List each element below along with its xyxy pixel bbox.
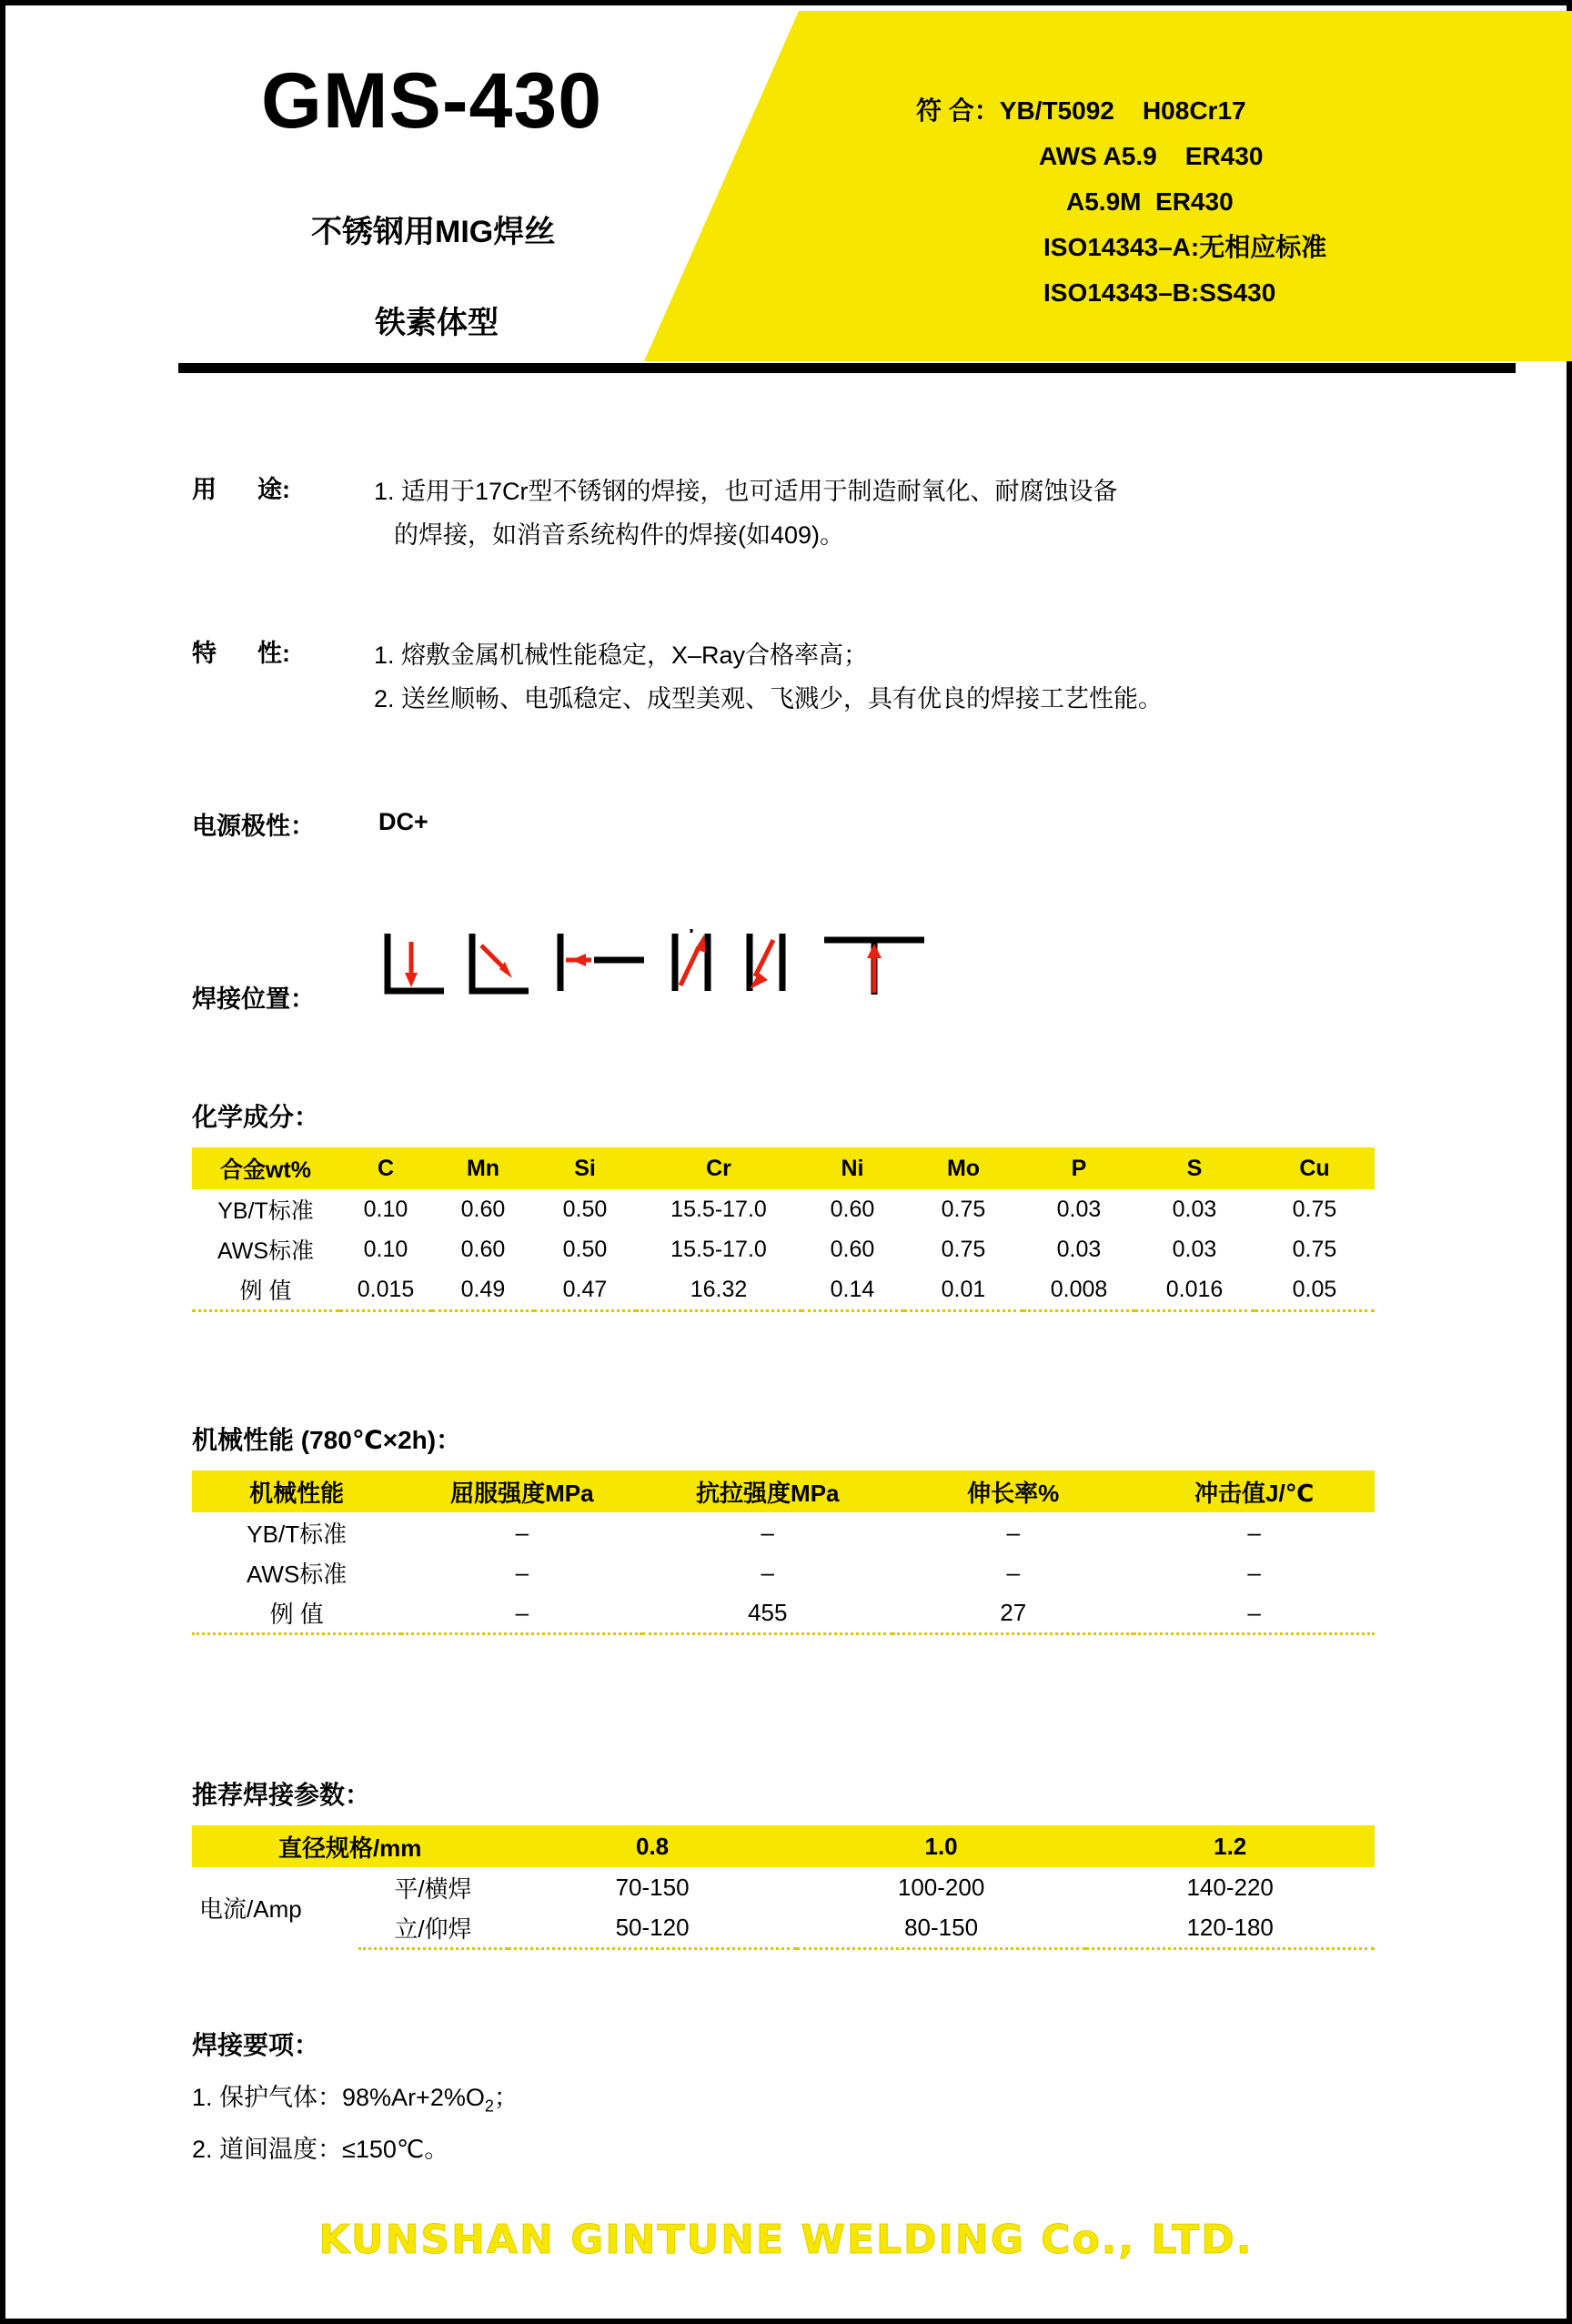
table-row [192, 1269, 1375, 1311]
position-icon-flat [388, 934, 444, 991]
note-line [192, 2076, 519, 2127]
current-group-label: 电流/Amp [199, 1895, 302, 1924]
row-label: AWS标准 [247, 1560, 348, 1588]
cell: 0.01 [903, 1269, 1023, 1311]
cell: – [1247, 1518, 1261, 1546]
row-label: AWS标准 [217, 1238, 315, 1264]
cell: 0.10 [363, 1236, 408, 1262]
cell: 140-220 [1186, 1873, 1274, 1901]
position-icon-overhead [824, 940, 924, 995]
col-header: Ni [801, 1147, 903, 1189]
cell: 70-150 [615, 1873, 690, 1901]
mechanical-table [192, 1470, 1375, 1635]
position-icon-vertical-down [750, 934, 782, 991]
cell: 0.60 [830, 1236, 875, 1262]
row-label: 立/仰焊 [358, 1907, 509, 1949]
col-header: Mo [903, 1147, 1023, 1189]
standards-block [902, 88, 1539, 316]
table-row [192, 1552, 1375, 1592]
cell: 0.03 [1056, 1196, 1102, 1222]
cell: 0.50 [562, 1196, 608, 1222]
cell: 0.75 [941, 1196, 986, 1222]
company-footer: KUNSHAN GINTUNE WELDING Co., LTD. [318, 2217, 1254, 2263]
cell: 0.03 [1172, 1236, 1217, 1262]
table-row [192, 1189, 1375, 1229]
col-header: 机械性能 [192, 1470, 401, 1512]
col-header: C [339, 1147, 432, 1189]
welding-position-label: 焊接位置： [192, 985, 315, 1013]
usage-line: 的焊接，如消音系统构件的焊接(如409)。 [394, 521, 845, 549]
standard-line: A5.9M ER430 [1066, 187, 1234, 216]
position-icon-vertical-up [675, 929, 708, 991]
cell: – [761, 1558, 775, 1586]
notes-title: 焊接要项： [192, 2031, 320, 2059]
standard-line: ISO14343–A:无相应标准 [1043, 233, 1327, 261]
position-icon-horizontal-vertical [472, 934, 529, 991]
note-text-b: ； [493, 2084, 519, 2111]
cell: 0.008 [1023, 1269, 1134, 1311]
col-header: 直径规格/mm [192, 1825, 508, 1867]
col-header: 抗拉强度MPa [642, 1470, 892, 1512]
cell: 0.03 [1056, 1236, 1102, 1262]
cell: 455 [642, 1592, 892, 1634]
polarity-value: DC+ [378, 808, 428, 835]
cell: 16.32 [636, 1269, 801, 1311]
row-label: 例 值 [192, 1592, 401, 1634]
feature-line: 2. 送丝顺畅、电弧稳定、成型美观、飞溅少，具有优良的焊接工艺性能。 [374, 685, 1164, 712]
table-row [192, 1229, 1375, 1269]
note-subscript: 2 [484, 2097, 494, 2116]
cell: – [515, 1558, 529, 1586]
header-divider [178, 363, 1516, 373]
cell: – [1247, 1558, 1261, 1586]
col-header: S [1134, 1147, 1255, 1189]
standard-line: ISO14343–B:SS430 [1043, 278, 1276, 307]
cell: 0.05 [1255, 1269, 1375, 1311]
cell: 50-120 [508, 1907, 796, 1949]
table-row [192, 1592, 1375, 1634]
cell: 0.60 [460, 1236, 506, 1262]
col-header: 冲击值J/℃ [1134, 1470, 1375, 1512]
usage-line: 1. 适用于17Cr型不锈钢的焊接，也可适用于制造耐氧化、耐腐蚀设备 [374, 478, 1118, 505]
cell: – [1006, 1558, 1020, 1586]
cell: – [401, 1592, 642, 1634]
chemical-title: 化学成分： [192, 1103, 320, 1131]
cell: 15.5-17.0 [670, 1236, 767, 1262]
cell: 15.5-17.0 [670, 1196, 767, 1222]
position-icons-svg [378, 929, 961, 1029]
welding-position-icons [378, 929, 961, 1029]
header [11, 11, 1572, 361]
col-header: 屈服强度MPa [401, 1470, 642, 1512]
table-row [192, 1907, 1375, 1949]
cell: – [515, 1518, 529, 1546]
cell: 0.50 [562, 1236, 608, 1262]
table-row [192, 1512, 1375, 1552]
features-text [374, 633, 1520, 721]
col-header: 1.2 [1085, 1825, 1375, 1867]
page-title: GMS-430 [261, 57, 603, 145]
note-line: 2. 道间温度：≤150℃。 [192, 2136, 449, 2164]
position-icon-horizontal [560, 934, 644, 991]
cell: 0.75 [1292, 1236, 1337, 1262]
cell: 0.47 [534, 1269, 636, 1311]
table-row [192, 1867, 1375, 1907]
parameters-table [192, 1825, 1375, 1950]
cell: 0.14 [801, 1269, 903, 1311]
note-text-a: 1. 保护气体：98%Ar+2%O [192, 2084, 485, 2111]
usage-label: 用 途: [192, 476, 290, 503]
parameters-title: 推荐焊接参数： [192, 1781, 371, 1809]
cell: 120-180 [1085, 1907, 1375, 1949]
row-label: YB/T标准 [247, 1520, 348, 1548]
chemical-table [192, 1147, 1375, 1312]
usage-text [374, 470, 1511, 557]
cell: 0.03 [1172, 1196, 1217, 1222]
row-label: 例 值 [192, 1269, 339, 1311]
cell: – [761, 1518, 775, 1546]
product-subtitle-1: 不锈钢用MIG焊丝 [311, 215, 556, 249]
cell: 0.75 [941, 1236, 986, 1262]
col-header: 1.0 [797, 1825, 1086, 1867]
mechanical-title: 机械性能 (780℃×2h)： [192, 1426, 462, 1454]
product-subtitle-2: 铁素体型 [375, 306, 499, 340]
cell: 0.75 [1292, 1196, 1337, 1222]
cell: 0.49 [432, 1269, 534, 1311]
col-header: Mn [432, 1147, 534, 1189]
cell: 27 [892, 1592, 1134, 1634]
cell: – [1006, 1518, 1020, 1546]
standard-line: AWS A5.9 ER430 [1039, 142, 1264, 170]
cell: 0.10 [363, 1196, 408, 1222]
cell: 100-200 [897, 1873, 985, 1901]
cell: – [1134, 1592, 1375, 1634]
row-label: 平/横焊 [394, 1874, 472, 1903]
cell: 0.60 [460, 1196, 506, 1222]
col-header: Cu [1255, 1147, 1375, 1189]
col-header: Cr [636, 1147, 801, 1189]
table-header-row [192, 1147, 1375, 1189]
col-header: P [1023, 1147, 1134, 1189]
feature-line: 1. 熔敷金属机械性能稳定，X–Ray合格率高； [374, 642, 869, 669]
cell: 0.60 [830, 1196, 875, 1222]
table-header-row [192, 1825, 1375, 1867]
cell: 0.015 [339, 1269, 432, 1311]
notes-body [192, 2076, 519, 2171]
cell: 80-150 [797, 1907, 1086, 1949]
col-header: 伸长率% [892, 1470, 1134, 1512]
polarity-label: 电源极性： [192, 813, 315, 840]
standard-line: 符 合：YB/T5092 H08Cr17 [916, 96, 1246, 125]
row-label: YB/T标准 [217, 1198, 314, 1224]
cell: 0.016 [1134, 1269, 1255, 1311]
features-label: 特 性: [192, 640, 290, 667]
table-header-row [192, 1470, 1375, 1512]
col-header: 0.8 [508, 1825, 796, 1867]
col-header: Si [534, 1147, 636, 1189]
col-header: 合金wt% [192, 1147, 339, 1189]
